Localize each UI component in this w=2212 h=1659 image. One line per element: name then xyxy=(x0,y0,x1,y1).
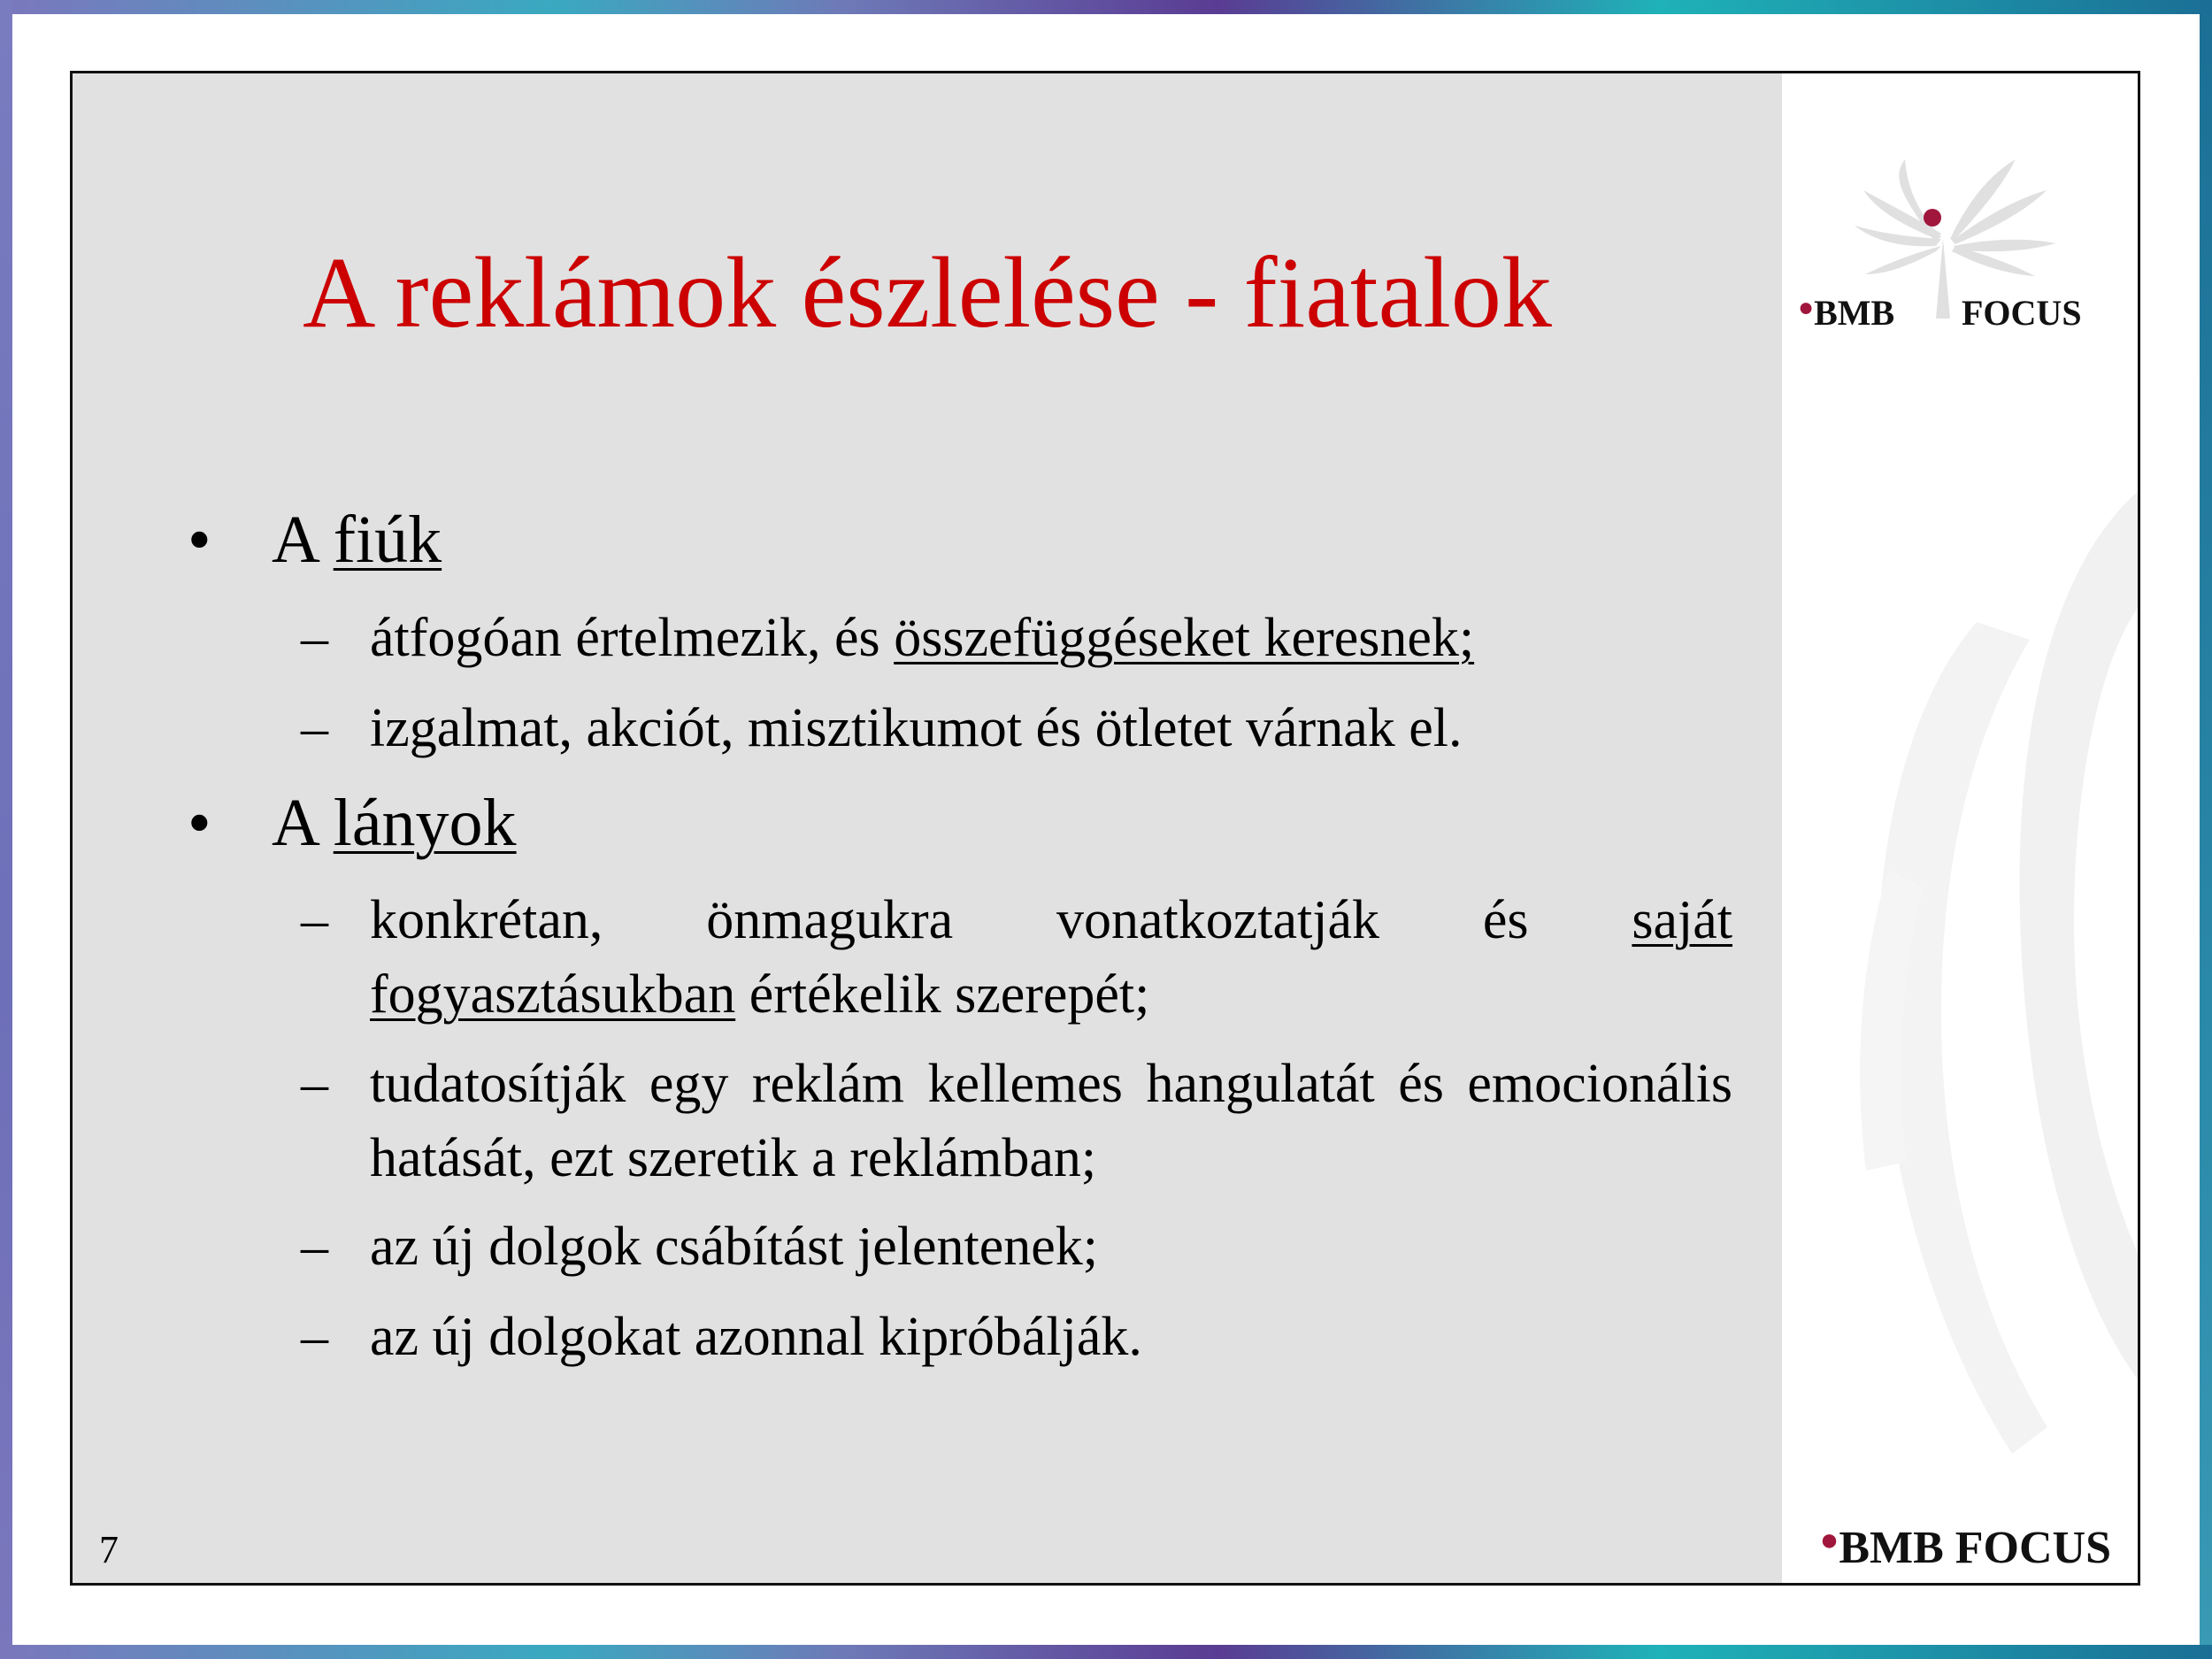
frame-bottom-border xyxy=(0,1645,2212,1659)
slide-content-area xyxy=(73,73,1782,1583)
sub-bullet-text: tudatosítják egy reklám kellemes hangulatát és emocionális hatását, ezt szeretik a reklámban; xyxy=(370,1054,1732,1188)
bullet-term: lányok xyxy=(333,786,517,860)
bullet-marker: • xyxy=(188,503,211,577)
sub-bullet-marker: – xyxy=(301,1217,328,1277)
sub-bullet-text: izgalmat, akciót, misztikumot és ötletet várnak el. xyxy=(370,698,1463,758)
sub-bullet-text: az új dolgokat azonnal kipróbálják. xyxy=(370,1307,1142,1367)
sub-bullet-text: konkrétan, önmagukra vonatkoztatják és saját fogyasztásukban értékelik szerepét; xyxy=(370,890,1732,1025)
frame-right-border xyxy=(2200,0,2212,1659)
bullet-marker: • xyxy=(188,786,211,860)
bullet-text: A lányok xyxy=(272,786,517,860)
brand-dot-icon: ● xyxy=(1798,293,1815,322)
underlined-phrase: összefüggéseket keresnek; xyxy=(894,608,1475,668)
bullet-text: A fiúk xyxy=(272,503,442,577)
brand-dot-icon: ● xyxy=(1819,1522,1839,1557)
slide-title: A reklámok észlelése - fiatalok xyxy=(303,236,1552,349)
footer-brand-logo: ●BMB FOCUS xyxy=(1819,1522,2111,1573)
bullet-term: fiúk xyxy=(333,503,442,577)
sub-bullet-text: az új dolgok csábítást jelentenek; xyxy=(370,1217,1098,1277)
bullet-list xyxy=(73,73,1782,1583)
sub-bullet-marker: – xyxy=(301,1054,328,1114)
slide-number: 7 xyxy=(99,1528,119,1571)
frame-top-border xyxy=(0,0,2212,14)
brand-logo-text-left: ●BMB xyxy=(1798,293,1895,333)
sub-bullet-marker: – xyxy=(301,698,328,758)
sub-bullet-marker: – xyxy=(301,890,328,950)
underlined-phrase: saját fogyasztásukban xyxy=(370,890,1732,1025)
sub-bullet-text: átfogóan értelmezik, és összefüggéseket keresnek; xyxy=(370,608,1475,668)
sub-bullet-marker: – xyxy=(301,608,328,668)
frame-left-border xyxy=(0,0,12,1659)
sub-bullet-marker: – xyxy=(301,1307,328,1367)
brand-logo-text-right: FOCUS xyxy=(1962,293,2082,333)
